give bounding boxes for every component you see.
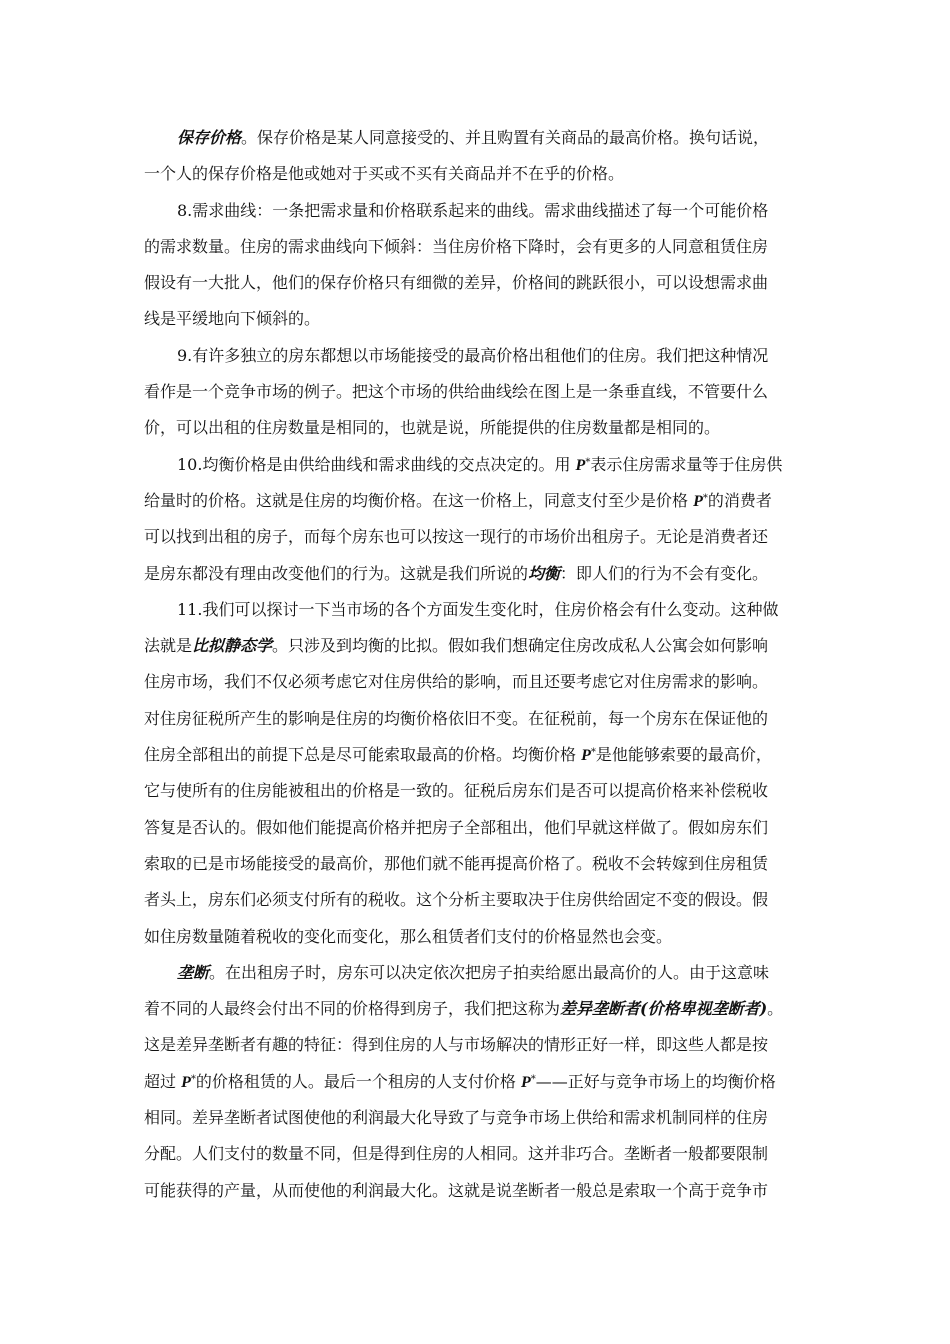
text-run: 如住房数量随着税收的变化而变化，那么租赁者们支付的价格显然也会变。 (144, 926, 673, 946)
text-run: 看作是一个竞争市场的例子。把这个市场的供给曲线绘在图上是一条垂直线，不管要什么 (144, 382, 769, 402)
text-line (144, 1027, 812, 1063)
text-run: 一个人的保存价格是他或她对于买或不买有关商品并不在乎的价格。 (144, 164, 625, 184)
text-run: 。只涉及到均衡的比拟。假如我们想确定住房改成私人公寓会如何影响 (272, 636, 769, 656)
text-run: 可能获得的产量，从而使他的利润最大化。这就是说垄断者一般总是索取一个高于竞争市 (144, 1180, 769, 1200)
text-run: 超过 (144, 1071, 182, 1091)
text-run: ：即人们的行为不会有变化。 (560, 563, 769, 583)
text-line (144, 1136, 812, 1172)
text-run: 价，可以出租的住房数量是相同的，也就是说，所能提供的住房数量都是相同的。 (144, 418, 721, 438)
text-run: 假设有一大批人，他们的保存价格只有细微的差异，价格间的跳跃很小，可以设想需求曲 (144, 273, 769, 293)
superscript-star: * (190, 1073, 196, 1085)
text-line (144, 592, 812, 628)
text-line (144, 628, 812, 664)
text-line (144, 810, 812, 846)
paragraph-p11 (144, 592, 812, 955)
text-line (144, 1173, 812, 1209)
text-run: 的需求数量。住房的需求曲线向下倾斜：当住房价格下降时，会有更多的人同意租赁住房 (144, 236, 769, 256)
text-line (144, 338, 812, 374)
term-emphasis: 差异垄断者(价格卑视垄断者) (560, 999, 768, 1019)
text-line (144, 447, 812, 483)
paragraph-monopoly (144, 955, 812, 1209)
text-run: 表示住房需求量等于住房供 (590, 454, 783, 474)
text-line (144, 991, 812, 1027)
term-emphasis: 垄断 (177, 962, 210, 982)
term-emphasis: 保存价格 (177, 128, 242, 147)
superscript-star: * (530, 1073, 536, 1085)
text-run: 是他能够索要的最高价， (595, 745, 772, 765)
text-line (144, 483, 812, 519)
text-line (144, 301, 812, 337)
text-line (144, 229, 812, 265)
price-variable: P (520, 1073, 531, 1091)
text-line (144, 120, 812, 156)
price-variable: P (581, 747, 591, 765)
text-line (144, 664, 812, 700)
text-run: 分配。人们支付的数量不同，但是得到住房的人相同。这并非巧合。垄断者一般都要限制 (144, 1144, 769, 1164)
text-run: 可以找到出租的房子，而每个房东也可以按这一现行的市场价出租房子。无论是消费者还 (144, 527, 769, 547)
text-run: 这是差异垄断者有趣的特征：得到住房的人与市场解决的情形正好一样，即这些人都是按 (144, 1035, 769, 1055)
text-line (144, 1064, 812, 1100)
text-line (144, 193, 812, 229)
text-run: 。在出租房子时，房东可以决定依次把房子拍卖给愿出最高价的人。由于这意味 (209, 962, 770, 982)
text-run: 的消费者 (707, 490, 772, 510)
term-emphasis: 均衡 (528, 563, 561, 583)
text-run: 。保存价格是某人同意接受的、并且购置有关商品的最高价格。换句话说， (241, 128, 770, 147)
text-run: 8.需求曲线：一条把需求量和价格联系起来的曲线。需求曲线描述了每一个可能价格 (177, 200, 769, 220)
price-variable: P (693, 492, 703, 510)
superscript-star: * (585, 456, 591, 468)
text-line (144, 156, 812, 192)
text-line (144, 519, 812, 555)
text-line (144, 919, 812, 955)
text-line (144, 556, 812, 592)
text-run: 对住房征税所产生的影响是住房的均衡价格依旧不变。在征税前，每一个房东在保证他的 (144, 708, 769, 728)
text-run: 住房全部租出的前提下总是尽可能索取最高的价格。均衡价格 (144, 745, 582, 765)
text-line (144, 1100, 812, 1136)
text-run: 索取的已是市场能接受的最高价，那他们就不能再提高价格了。税收不会转嫁到住房租赁 (144, 853, 769, 873)
text-run: ——正好与竞争市场上的均衡价格 (535, 1071, 776, 1091)
text-run: 住房市场，我们不仅必须考虑它对住房供给的影响，而且还要考虑它对住房需求的影响。 (144, 672, 769, 692)
text-line (144, 846, 812, 882)
text-run: 11.我们可以探讨一下当市场的各个方面发生变化时，住房价格会有什么变动。这种做 (177, 599, 779, 619)
text-run: 是房东都没有理由改变他们的行为。这就是我们所说的 (144, 563, 529, 583)
text-run: 法就是 (144, 636, 193, 656)
text-run: 的价格租赁的人。最后一个租房的人支付价格 (195, 1071, 521, 1091)
text-line (144, 410, 812, 446)
text-run: 10.均衡价格是由供给曲线和需求曲线的交点决定的。用 (177, 454, 576, 474)
text-line (144, 265, 812, 301)
text-line (144, 701, 812, 737)
text-run: 着不同的人最终会付出不同的价格得到房子，我们把这称为 (144, 999, 561, 1019)
paragraph-p8 (144, 193, 812, 338)
text-run: 者头上，房东们必须支付所有的税收。这个分析主要取决于住房供给固定不变的假设。假 (144, 890, 769, 910)
superscript-star: * (702, 492, 708, 504)
text-line (144, 955, 812, 991)
text-line (144, 773, 812, 809)
term-emphasis: 比拟静态学 (192, 636, 273, 656)
price-variable: P (575, 456, 586, 474)
paragraph-reservation (144, 120, 812, 193)
text-run: 线是平缓地向下倾斜的。 (144, 309, 321, 329)
price-variable: P (181, 1073, 191, 1091)
paragraph-p9 (144, 338, 812, 447)
text-run: 相同。差异垄断者试图使他的利润最大化导致了与竞争市场上供给和需求机制同样的住房 (144, 1108, 769, 1128)
text-line (144, 374, 812, 410)
paragraph-p10 (144, 447, 812, 592)
text-run: 它与使所有的住房能被租出的价格是一致的。征税后房东们是否可以提高价格来补偿税收 (144, 781, 769, 801)
document-page (144, 120, 812, 1209)
text-run: 9.有许多独立的房东都想以市场能接受的最高价格出租他们的住房。我们把这种情况 (177, 345, 769, 365)
text-run: 。 (767, 999, 784, 1019)
text-line (144, 737, 812, 773)
text-run: 给量时的价格。这就是住房的均衡价格。在这一价格上，同意支付至少是价格 (144, 490, 694, 510)
text-line (144, 882, 812, 918)
superscript-star: * (590, 747, 596, 759)
text-run: 答复是否认的。假如他们能提高价格并把房子全部租出，他们早就这样做了。假如房东们 (144, 817, 769, 837)
